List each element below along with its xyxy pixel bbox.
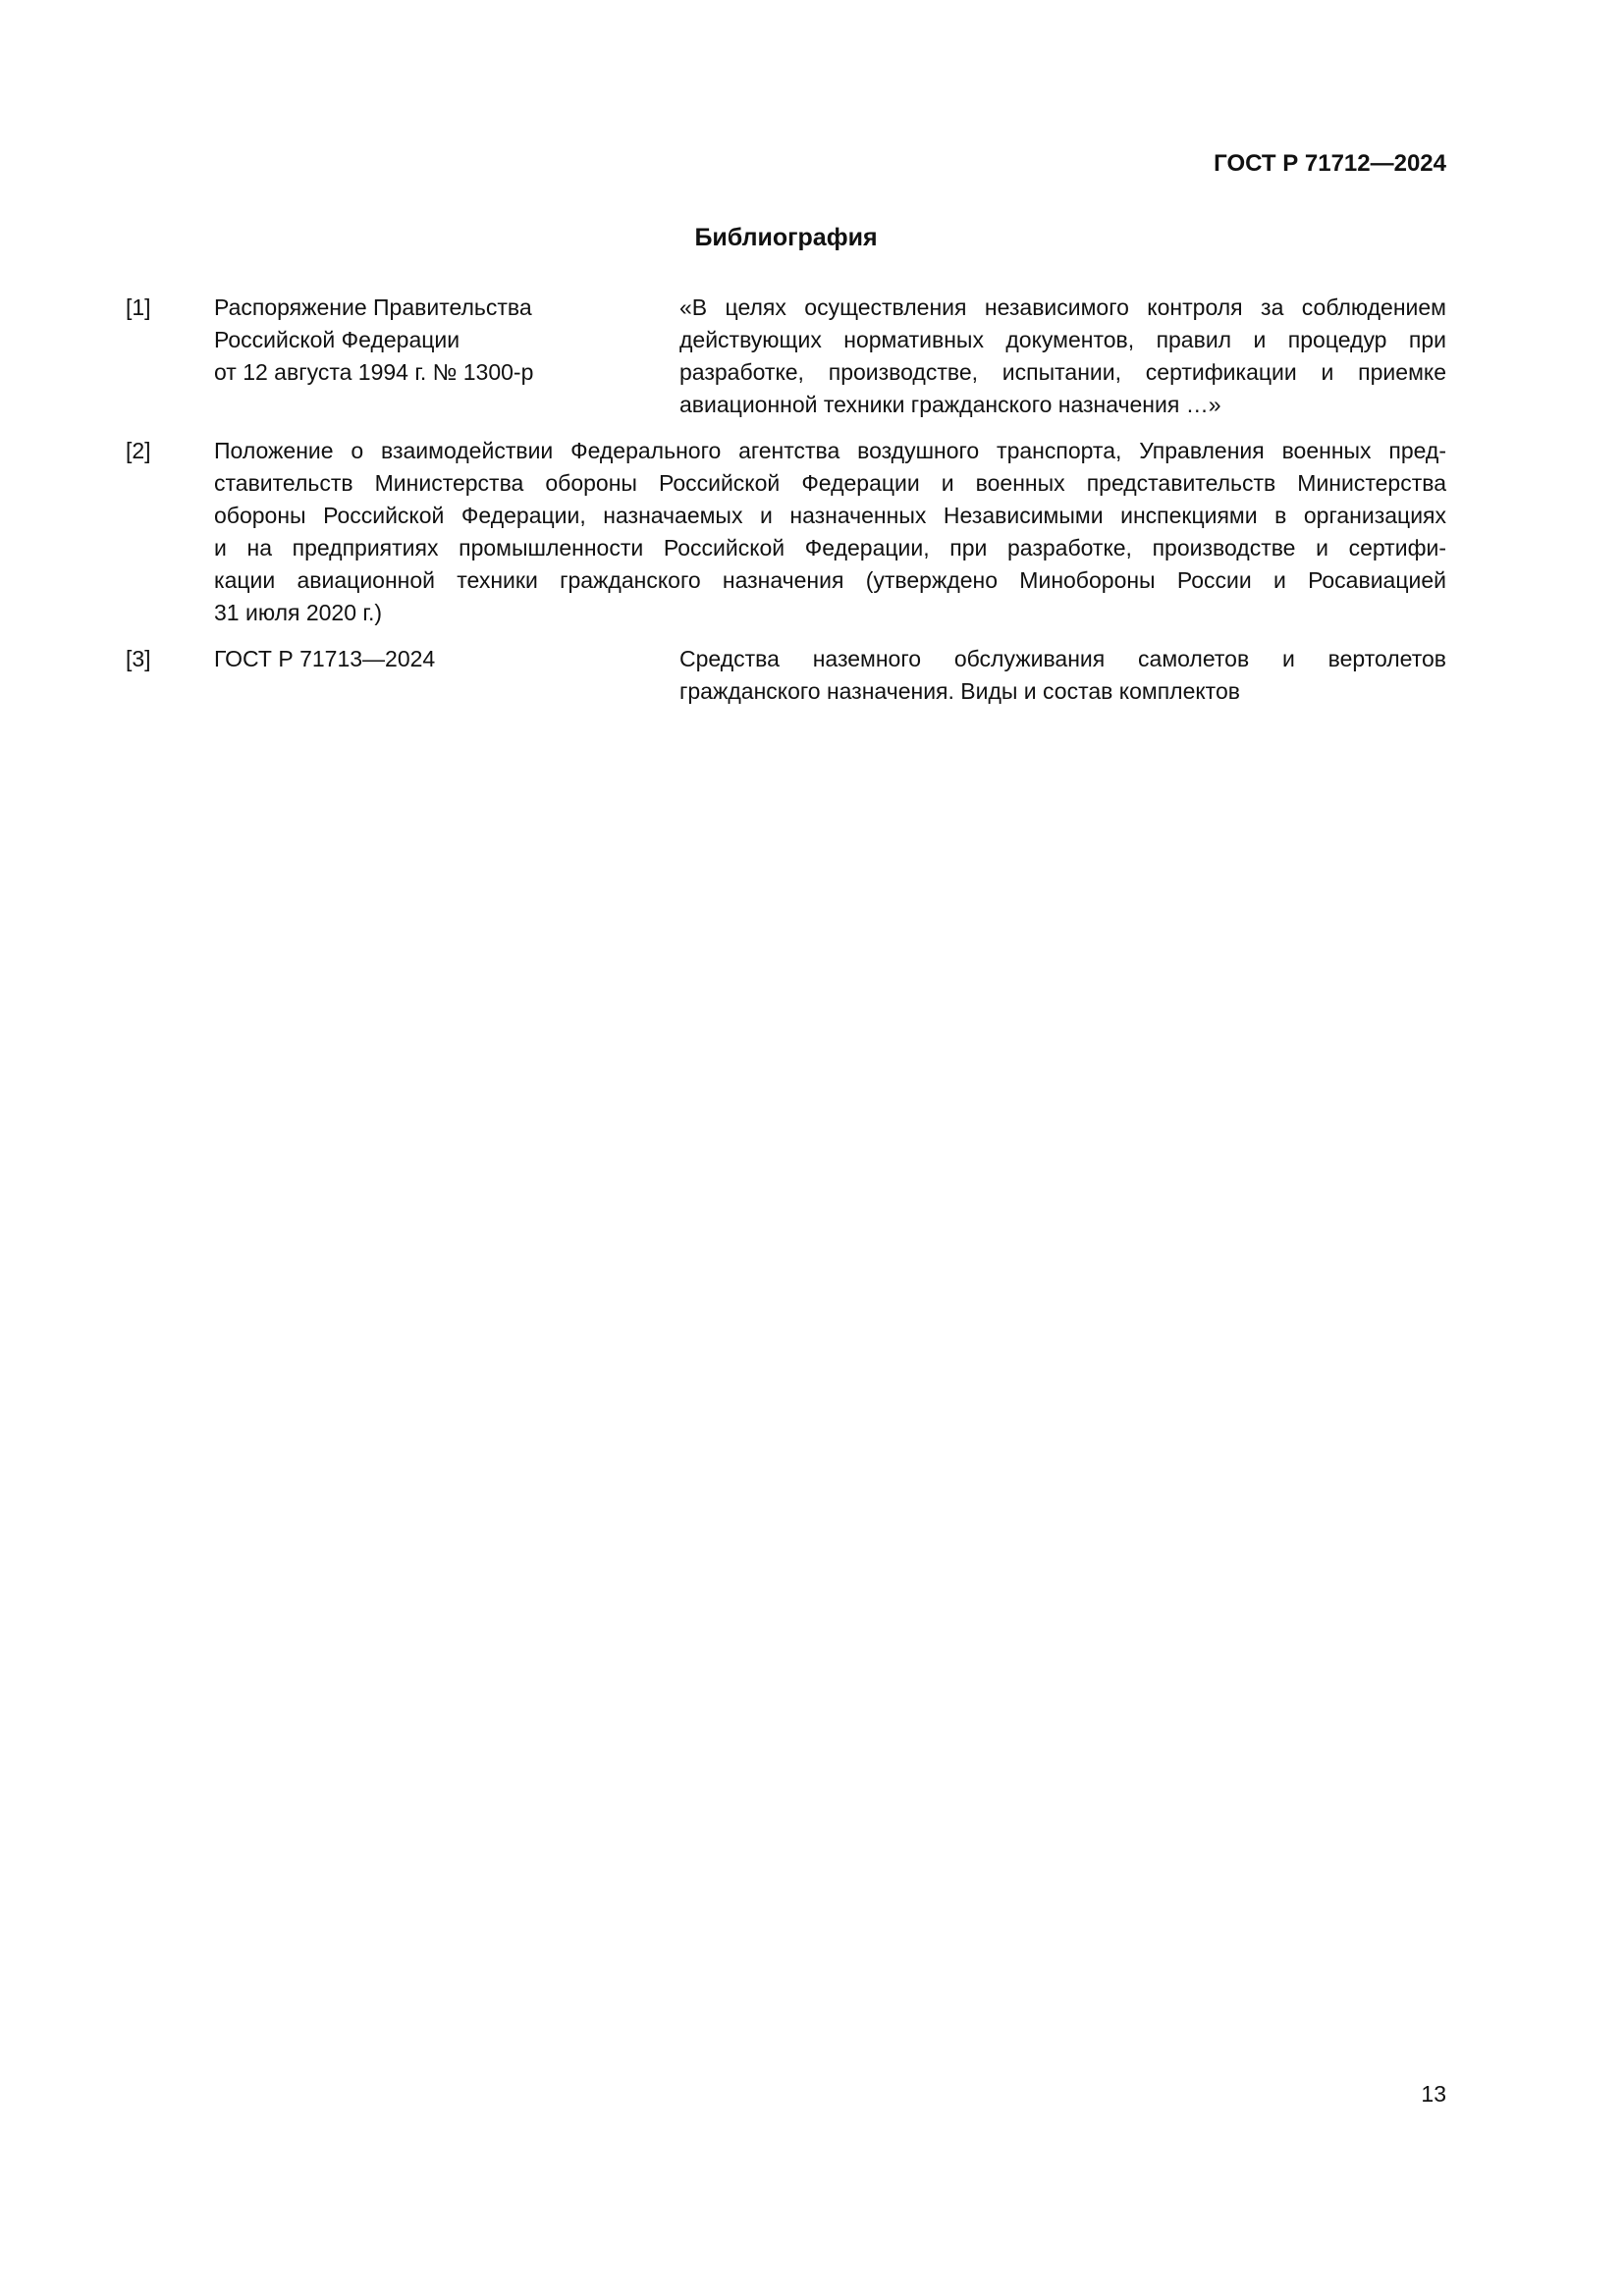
- bibliography-entry-1: [126, 292, 1446, 421]
- text-line: Российской Федерации: [214, 327, 460, 352]
- bibliography-section: [126, 292, 1446, 708]
- bibliography-entry-2: [126, 435, 1446, 629]
- text-line: «В целях осуществления независимого контроля за соблюдением: [679, 294, 1446, 320]
- bibliography-entry-3: [126, 643, 1446, 708]
- page-number: 13: [1421, 2081, 1446, 2107]
- document-header: ГОСТ Р 71712—2024: [1214, 150, 1446, 177]
- text-line: Положение о взаимодействии Федерального агентства воздушного транспорта, Управления военных пред-: [214, 438, 1446, 463]
- entry-number: [2]: [126, 438, 151, 463]
- text-line: гражданского назначения. Виды и состав комплектов: [679, 678, 1240, 704]
- text-line: авиационной техники гражданского назначения …»: [679, 392, 1221, 417]
- entry-source: [214, 643, 679, 708]
- page-title: Библиография: [694, 224, 878, 251]
- entry-description: [679, 292, 1446, 421]
- text-line: Распоряжение Правительства: [214, 294, 532, 320]
- entry-number: [1]: [126, 294, 151, 320]
- text-line: обороны Российской Федерации, назначаемых и назначенных Независимыми инспекциями в организациях: [214, 503, 1446, 528]
- text-line: ГОСТ Р 71713—2024: [214, 646, 436, 671]
- entry-description: [679, 643, 1446, 708]
- text-line: от 12 августа 1994 г. № 1300-р: [214, 359, 534, 385]
- text-line: Средства наземного обслуживания самолетов и вертолетов: [679, 646, 1446, 671]
- entry-number: [3]: [126, 646, 151, 671]
- entry-text: [214, 435, 1446, 629]
- text-line: действующих нормативных документов, правил и процедур при: [679, 327, 1446, 352]
- entry-source: [214, 292, 679, 421]
- text-line: и на предприятиях промышленности Российской Федерации, при разработке, производстве и сертифи-: [214, 535, 1446, 561]
- text-line: ставительств Министерства обороны Российской Федерации и военных представительств Министерства: [214, 470, 1446, 496]
- text-line: кации авиационной техники гражданского назначения (утверждено Минобороны России и Росавиацией: [214, 567, 1446, 593]
- text-line: 31 июля 2020 г.): [214, 600, 383, 625]
- text-line: разработке, производстве, испытании, сертификации и приемке: [679, 359, 1446, 385]
